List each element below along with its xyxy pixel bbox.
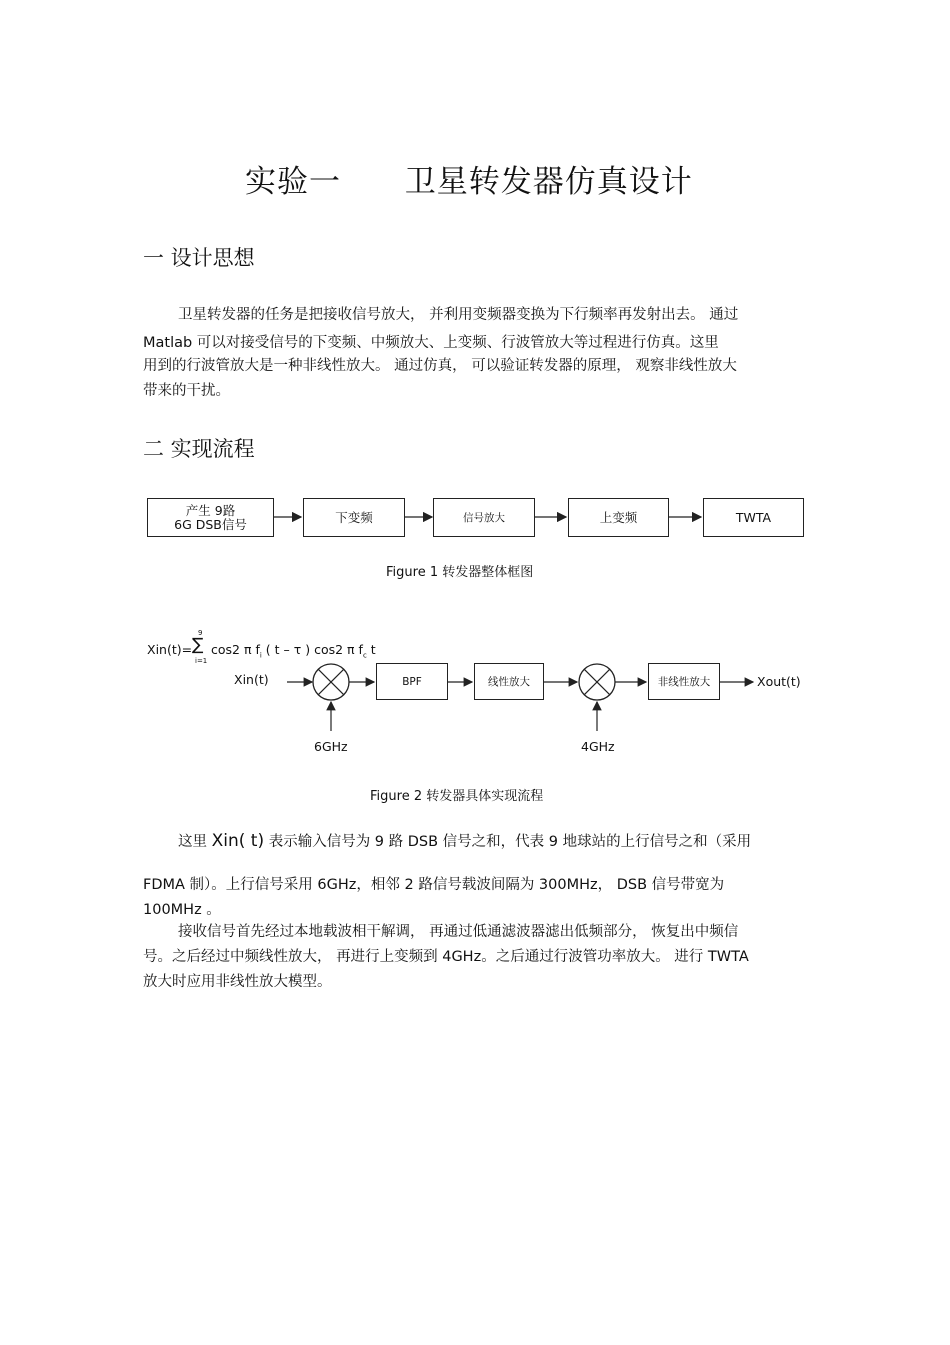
paragraph-line: 带来的干扰。 bbox=[143, 383, 230, 399]
paragraph-line: 号。之后经过中频线性放大， 再进行上变频到 4GHz。之后通过行波管功率放大。 进行 TWTA bbox=[143, 949, 749, 965]
body-line1-post: 表示输入信号为 9 路 DSB 信号之和，代表 9 地球站的上行信号之和（采用 bbox=[268, 834, 752, 850]
block-signal-amp: 信号放大 bbox=[433, 498, 535, 537]
lo1-label: 6GHz bbox=[314, 739, 348, 754]
paragraph-line: 用到的行波管放大是一种非线性放大。 通过仿真， 可以验证转发器的原理， 观察非线性放大 bbox=[143, 358, 737, 374]
sum-lower-limit: i=1 bbox=[195, 657, 208, 665]
sum-upper-limit: 9 bbox=[198, 629, 203, 637]
paragraph-line: 卫星转发器的任务是把接收信号放大， 并利用变频器变换为下行频率再发射出去。 通过 bbox=[178, 307, 739, 323]
formula-tail: t bbox=[366, 642, 376, 657]
formula-sub-c: c bbox=[362, 651, 367, 660]
mixer-2-icon bbox=[579, 664, 615, 700]
output-label: Xout(t) bbox=[757, 674, 801, 689]
block-downconvert: 下变频 bbox=[303, 498, 405, 537]
sigma-icon: ∑ bbox=[192, 635, 204, 655]
title-topic: 卫星转发器仿真设计 bbox=[404, 164, 693, 200]
section-heading-flow: 二 实现流程 bbox=[143, 437, 255, 461]
block-generate-dsb: 产生 9路 6G DSB信号 bbox=[147, 498, 274, 537]
formula-cos-term: cos2 π f bbox=[211, 642, 260, 657]
body-symbol-xin: Xin( t) bbox=[211, 831, 265, 851]
section-heading-design: 一 设计思想 bbox=[143, 246, 255, 270]
input-label: Xin(t) bbox=[234, 672, 269, 687]
formula-mid-term: ( t – τ ) cos2 π f bbox=[261, 642, 363, 657]
paragraph-line: FDMA 制）。上行信号采用 6GHz，相邻 2 路信号载波间隔为 300MHz， DSB 信号带宽为 bbox=[143, 877, 725, 893]
block-twta: TWTA bbox=[703, 498, 804, 537]
block-linear-amp: 线性放大 bbox=[474, 663, 544, 700]
figure1-caption: Figure 1 转发器整体框图 bbox=[386, 565, 534, 580]
paragraph-line: 放大时应用非线性放大模型。 bbox=[143, 974, 332, 990]
figure2-caption: Figure 2 转发器具体实现流程 bbox=[370, 789, 544, 804]
formula-sub-i: i bbox=[259, 651, 262, 660]
formula-lhs: Xin(t)= bbox=[147, 642, 193, 657]
body-line1-pre: 这里 bbox=[178, 834, 207, 850]
paragraph-line: 接收信号首先经过本地载波相干解调， 再通过低通滤波器滤出低频部分， 恢复出中频信 bbox=[178, 924, 739, 940]
block-bpf: BPF bbox=[376, 663, 448, 700]
block-upconvert: 上变频 bbox=[568, 498, 669, 537]
paragraph-line: Matlab 可以对接受信号的下变频、中频放大、上变频、行波管放大等过程进行仿真。这里 bbox=[143, 335, 719, 351]
lo2-label: 4GHz bbox=[581, 739, 615, 754]
title-experiment: 实验一 bbox=[245, 164, 341, 200]
mixer-1-icon bbox=[313, 664, 349, 700]
block-nonlinear-amp: 非线性放大 bbox=[648, 663, 720, 700]
paragraph-line bbox=[178, 830, 751, 851]
paragraph-line: 100MHz 。 bbox=[143, 902, 221, 918]
